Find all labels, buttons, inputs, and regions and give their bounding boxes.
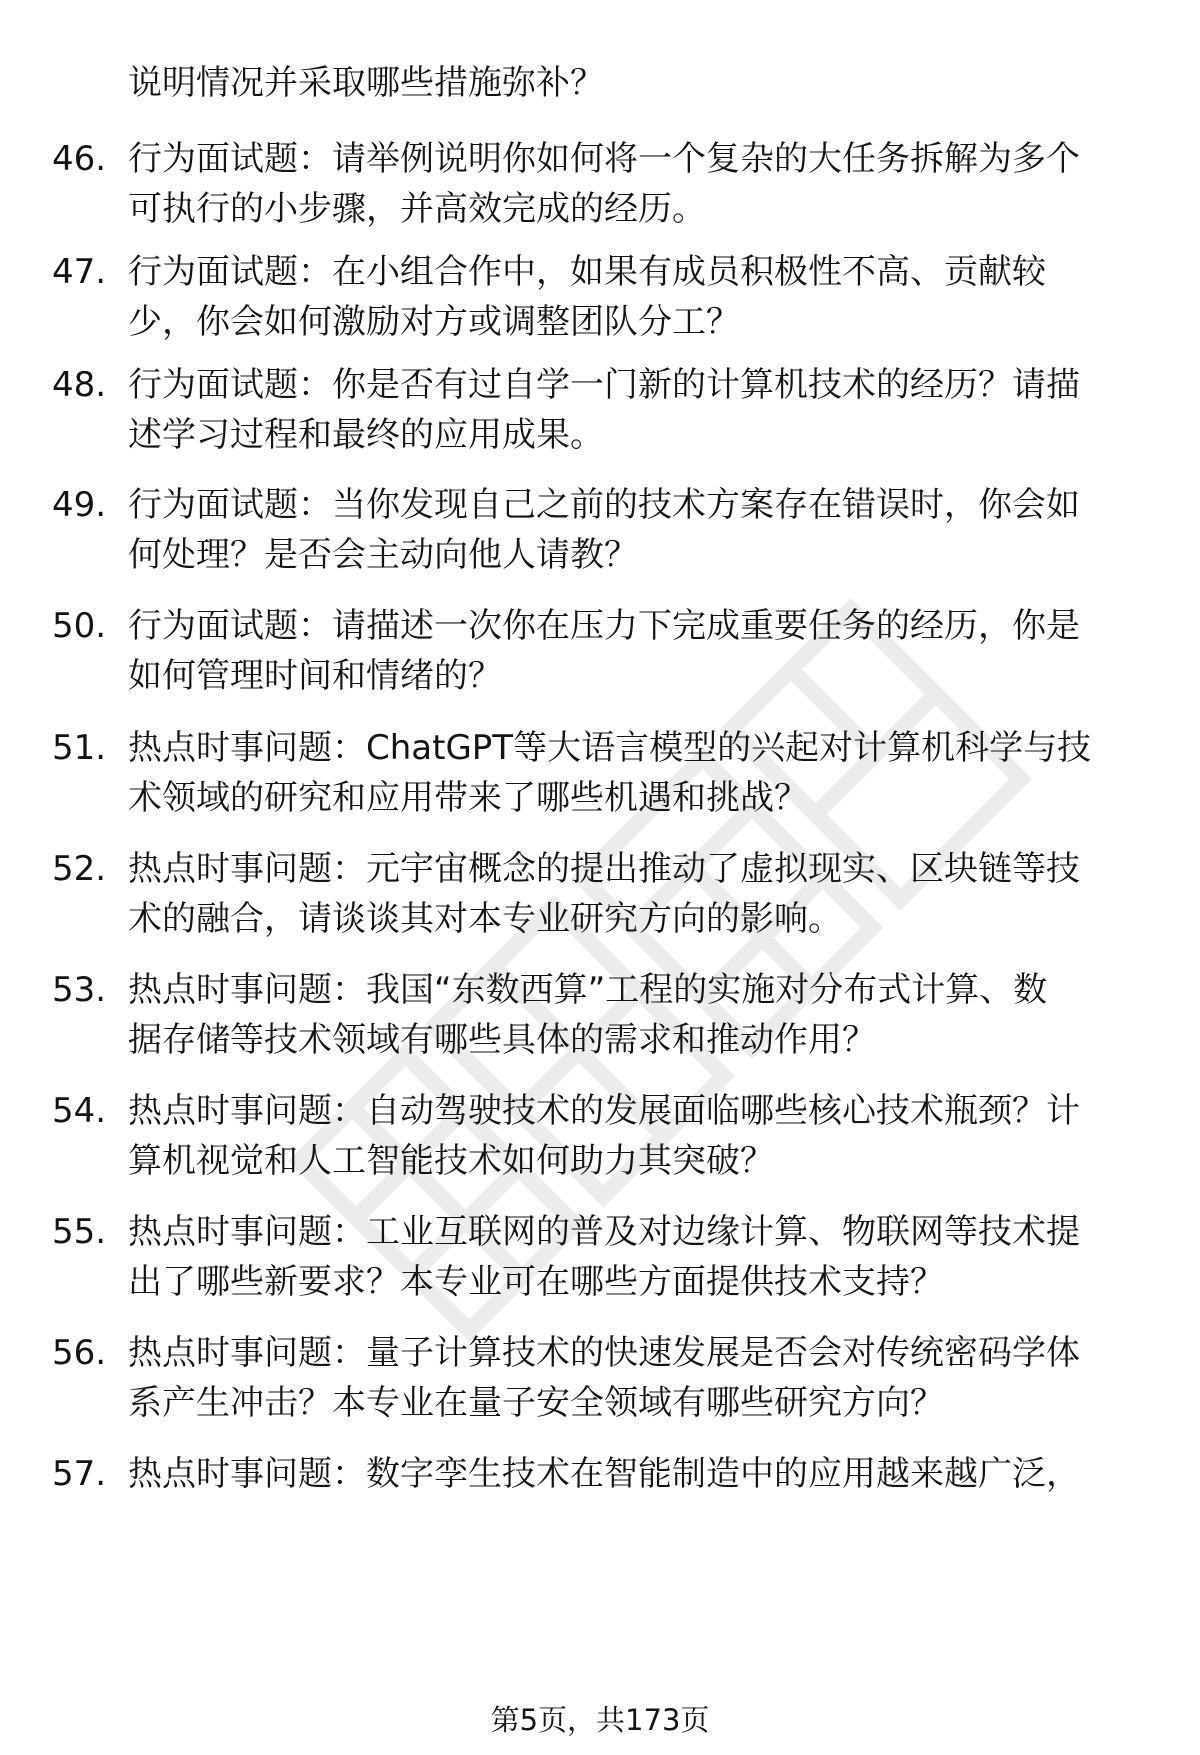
question-line: 算机视觉和人工智能技术如何助力其突破？ xyxy=(128,1141,774,1181)
question-text xyxy=(128,1328,1148,1428)
question-line: 术的融合，请谈谈其对本专业研究方向的影响。 xyxy=(128,899,842,939)
question-number: 46. xyxy=(52,139,107,179)
question-number: 50. xyxy=(52,606,107,646)
question-line: 行为面试题：当你发现自己之前的技术方案存在错误时，你会如 xyxy=(128,485,1080,525)
question-line: 可执行的小步骤，并高效完成的经历。 xyxy=(128,189,706,229)
question-line: 热点时事问题：数字孪生技术在智能制造中的应用越来越广泛， xyxy=(128,1454,1080,1494)
question-line: 如何管理时间和情绪的？ xyxy=(128,656,502,696)
question-text xyxy=(128,134,1148,234)
question-line: 行为面试题：请举例说明你如何将一个复杂的大任务拆解为多个 xyxy=(128,139,1080,179)
question-number: 54. xyxy=(52,1091,107,1131)
question-number: 47. xyxy=(52,252,107,292)
question-line: 热点时事问题：工业互联网的普及对边缘计算、物联网等技术提 xyxy=(128,1212,1080,1252)
question-line: 少，你会如何激励对方或调整团队分工？ xyxy=(128,302,740,342)
question-text xyxy=(128,844,1148,944)
question-text xyxy=(128,601,1148,701)
question-text xyxy=(128,247,1148,347)
question-text xyxy=(128,1449,1148,1499)
question-text xyxy=(128,965,1148,1065)
question-line: 热点时事问题：自动驾驶技术的发展面临哪些核心技术瓶颈？计 xyxy=(128,1091,1080,1131)
question-text xyxy=(128,480,1148,580)
question-line: 据存储等技术领域有哪些具体的需求和推动作用？ xyxy=(128,1020,876,1060)
question-line: 热点时事问题：我国“东数西算”工程的实施对分布式计算、数 xyxy=(128,970,1048,1010)
question-line: 出了哪些新要求？本专业可在哪些方面提供技术支持？ xyxy=(128,1262,944,1302)
continuation-text: 说明情况并采取哪些措施弥补？ xyxy=(128,63,604,103)
question-text xyxy=(128,1086,1148,1186)
question-line: 述学习过程和最终的应用成果。 xyxy=(128,415,604,455)
question-number: 53. xyxy=(52,970,107,1010)
question-number: 55. xyxy=(52,1212,107,1252)
question-number: 49. xyxy=(52,485,107,525)
question-number: 52. xyxy=(52,849,107,889)
question-text xyxy=(128,1207,1148,1307)
question-line: 何处理？是否会主动向他人请教？ xyxy=(128,535,638,575)
question-line: 行为面试题：在小组合作中，如果有成员积极性不高、贡献较 xyxy=(128,252,1046,292)
question-number: 48. xyxy=(52,365,107,405)
question-text xyxy=(128,360,1148,460)
question-number: 56. xyxy=(52,1333,107,1373)
question-line: 系产生冲击？本专业在量子安全领域有哪些研究方向？ xyxy=(128,1383,944,1423)
question-text xyxy=(128,723,1148,823)
question-line: 热点时事问题：ChatGPT等大语言模型的兴起对计算机科学与技 xyxy=(128,728,1092,768)
question-line: 术领域的研究和应用带来了哪些机遇和挑战？ xyxy=(128,778,808,818)
question-number: 51. xyxy=(52,728,107,768)
question-line: 热点时事问题：量子计算技术的快速发展是否会对传统密码学体 xyxy=(128,1333,1080,1373)
question-line: 行为面试题：你是否有过自学一门新的计算机技术的经历？请描 xyxy=(128,365,1080,405)
question-line: 热点时事问题：元宇宙概念的提出推动了虚拟现实、区块链等技 xyxy=(128,849,1080,889)
page-footer: 第5页，共173页 xyxy=(490,1703,710,1737)
question-line: 行为面试题：请描述一次你在压力下完成重要任务的经历，你是 xyxy=(128,606,1080,646)
question-number: 57. xyxy=(52,1454,107,1494)
